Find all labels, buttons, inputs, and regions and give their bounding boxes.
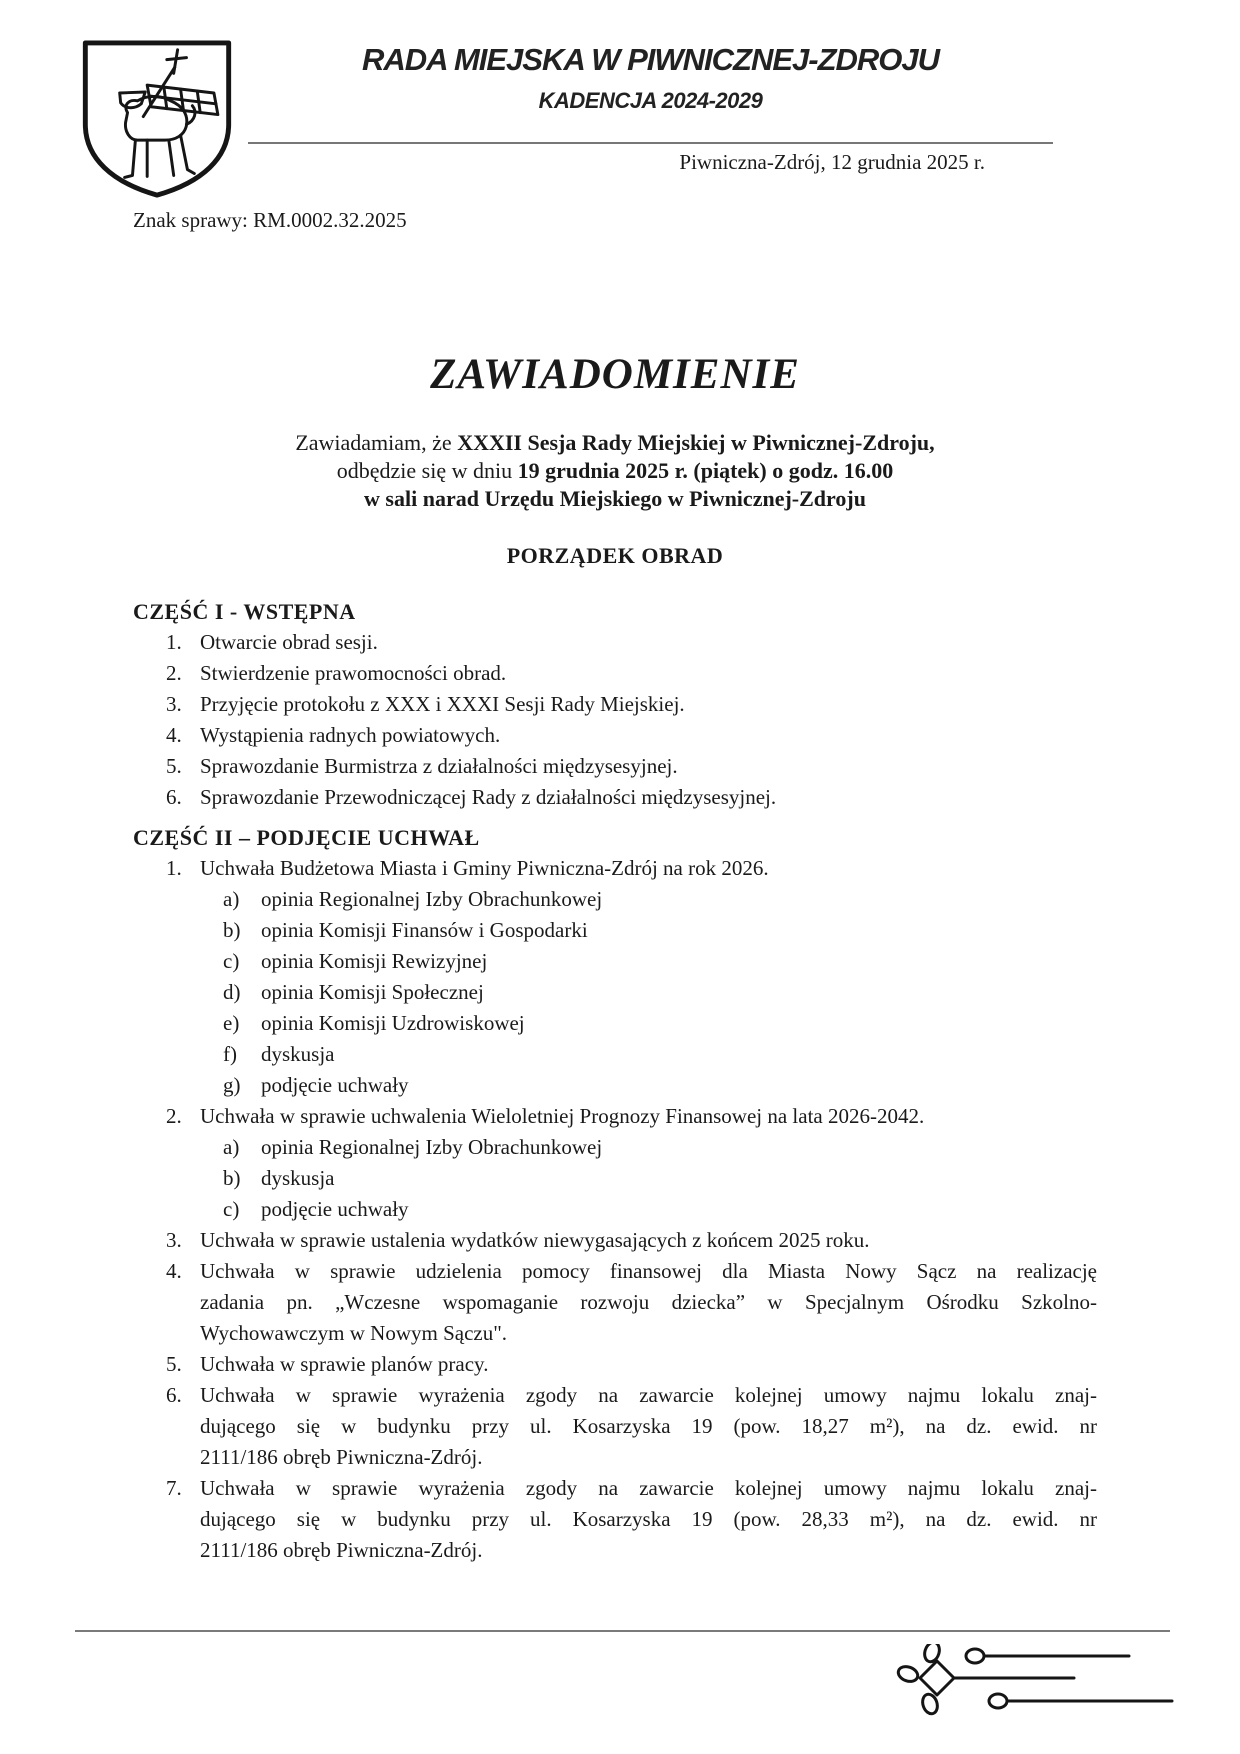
intro-text-bold: w sali narad Urzędu Miejskiego w Piwnicznej-Zdroju bbox=[364, 486, 866, 511]
item-number: 1. bbox=[166, 630, 182, 654]
item-text-line: Uchwała w sprawie udzielenia pomocy finansowej dla Miasta Nowy Sącz na realizację bbox=[200, 1259, 1097, 1283]
subitem-text: opinia Regionalnej Izby Obrachunkowej bbox=[261, 1135, 603, 1159]
item-number: 3. bbox=[166, 1228, 182, 1252]
list-subitem bbox=[133, 884, 1097, 915]
list-item bbox=[133, 1473, 1097, 1566]
footer-divider bbox=[75, 1630, 1170, 1632]
list-subitem bbox=[133, 1008, 1097, 1039]
list-item bbox=[133, 658, 1097, 689]
pen-flourish-ornament-icon bbox=[802, 1644, 1174, 1716]
list-subitem bbox=[133, 1039, 1097, 1070]
list-item bbox=[133, 627, 1097, 658]
list-item bbox=[133, 1349, 1097, 1380]
item-number: 3. bbox=[166, 692, 182, 716]
list-item bbox=[133, 853, 1097, 884]
subitem-text: opinia Komisji Uzdrowiskowej bbox=[261, 1011, 525, 1035]
item-number: 2. bbox=[166, 661, 182, 685]
item-text: Stwierdzenie prawomocności obrad. bbox=[200, 661, 507, 685]
item-text-multiline bbox=[200, 1256, 1097, 1349]
item-number: 1. bbox=[166, 856, 182, 880]
subitem-letter: d) bbox=[223, 980, 241, 1004]
item-text-line: 2111/186 obręb Piwniczna-Zdrój. bbox=[200, 1445, 483, 1469]
list-item bbox=[133, 1225, 1097, 1256]
item-text-line: dującego się w budynku przy ul. Kosarzyska 19 (pow. 18,27 m²), na dz. ewid. nr bbox=[200, 1414, 1097, 1438]
item-number: 5. bbox=[166, 1352, 182, 1376]
subitem-letter: e) bbox=[223, 1011, 240, 1035]
subitem-text: opinia Komisji Finansów i Gospodarki bbox=[261, 918, 588, 942]
item-text: Otwarcie obrad sesji. bbox=[200, 630, 378, 654]
item-text: Wystąpienia radnych powiatowych. bbox=[200, 723, 501, 747]
item-text-line: Uchwała w sprawie wyrażenia zgody na zawarcie kolejnej umowy najmu lokalu znaj- bbox=[200, 1383, 1097, 1407]
list-item bbox=[133, 1256, 1097, 1349]
intro-text: Zawiadamiam, że bbox=[295, 430, 458, 455]
item-text-line: 2111/186 obręb Piwniczna-Zdrój. bbox=[200, 1538, 483, 1562]
item-text: Uchwała w sprawie planów pracy. bbox=[200, 1352, 489, 1376]
document-title: ZAWIADOMIENIE bbox=[430, 351, 800, 398]
subitem-letter: c) bbox=[223, 1197, 240, 1221]
subitem-letter: b) bbox=[223, 1166, 241, 1190]
header-term: KADENCJA 2024-2029 bbox=[538, 88, 763, 113]
list-item bbox=[133, 689, 1097, 720]
part1-list bbox=[133, 627, 1097, 813]
list-subitem bbox=[133, 1194, 1097, 1225]
list-item bbox=[133, 1101, 1097, 1132]
item-text-line: dującego się w budynku przy ul. Kosarzyska 19 (pow. 28,33 m²), na dz. ewid. nr bbox=[200, 1507, 1097, 1531]
list-subitem bbox=[133, 915, 1097, 946]
intro-text-bold: 19 grudnia 2025 r. (piątek) o godz. 16.00 bbox=[517, 458, 894, 483]
item-text: Uchwała Budżetowa Miasta i Gminy Piwniczna-Zdrój na rok 2026. bbox=[200, 856, 769, 880]
intro-line-3 bbox=[133, 485, 1097, 513]
item-number: 6. bbox=[166, 1383, 182, 1407]
subitem-text: opinia Komisji Społecznej bbox=[261, 980, 484, 1004]
list-subitem bbox=[133, 1070, 1097, 1101]
subitem-text: podjęcie uchwały bbox=[261, 1197, 409, 1221]
subitem-letter: b) bbox=[223, 918, 241, 942]
intro-text-bold: XXXII Sesja Rady Miejskiej w Piwnicznej-Zdroju, bbox=[457, 430, 935, 455]
subitem-letter: a) bbox=[223, 887, 240, 911]
item-text-multiline bbox=[200, 1380, 1097, 1473]
item-text: Sprawozdanie Przewodniczącej Rady z działalności międzysesyjnej. bbox=[200, 785, 777, 809]
item-text: Sprawozdanie Burmistrza z działalności międzysesyjnej. bbox=[200, 754, 678, 778]
item-text: Przyjęcie protokołu z XXX i XXXI Sesji Rady Miejskiej. bbox=[200, 692, 685, 716]
subitem-letter: f) bbox=[223, 1042, 237, 1066]
header-org-name: RADA MIEJSKA W PIWNICZNEJ-ZDROJU bbox=[361, 42, 940, 77]
item-number: 2. bbox=[166, 1104, 182, 1128]
subitem-text: dyskusja bbox=[261, 1166, 335, 1190]
subitem-text: opinia Regionalnej Izby Obrachunkowej bbox=[261, 887, 603, 911]
item-number: 6. bbox=[166, 785, 182, 809]
item-text-line: Wychowawczym w Nowym Sączu". bbox=[200, 1321, 508, 1345]
subitem-letter: a) bbox=[223, 1135, 240, 1159]
date-line: Piwniczna-Zdrój, 12 grudnia 2025 r. bbox=[679, 150, 985, 174]
document-body bbox=[133, 0, 1097, 1566]
subitem-letter: g) bbox=[223, 1073, 241, 1097]
intro-paragraph bbox=[133, 429, 1097, 513]
item-text: Uchwała w sprawie ustalenia wydatków niewygasających z końcem 2025 roku. bbox=[200, 1228, 870, 1252]
intro-line-1 bbox=[133, 429, 1097, 457]
intro-text: odbędzie się w dniu bbox=[336, 458, 518, 483]
item-number: 5. bbox=[166, 754, 182, 778]
part2-list bbox=[133, 853, 1097, 1566]
intro-line-2 bbox=[133, 457, 1097, 485]
item-number: 4. bbox=[166, 723, 182, 747]
subitem-letter: c) bbox=[223, 949, 240, 973]
part1-heading: CZĘŚĆ I - WSTĘPNA bbox=[133, 599, 356, 624]
list-item bbox=[133, 720, 1097, 751]
case-number: Znak sprawy: RM.0002.32.2025 bbox=[133, 208, 407, 232]
item-text-line: Uchwała w sprawie wyrażenia zgody na zawarcie kolejnej umowy najmu lokalu znaj- bbox=[200, 1476, 1097, 1500]
agenda-heading: PORZĄDEK OBRAD bbox=[506, 543, 724, 568]
item-text: Uchwała w sprawie uchwalenia Wieloletniej Prognozy Finansowej na lata 2026-2042. bbox=[200, 1104, 925, 1128]
list-subitem bbox=[133, 1163, 1097, 1194]
list-item bbox=[133, 1380, 1097, 1473]
list-item bbox=[133, 751, 1097, 782]
list-subitem bbox=[133, 977, 1097, 1008]
subitem-text: opinia Komisji Rewizyjnej bbox=[261, 949, 488, 973]
part2-heading: CZĘŚĆ II – PODJĘCIE UCHWAŁ bbox=[133, 825, 480, 850]
list-item bbox=[133, 782, 1097, 813]
list-subitem bbox=[133, 1132, 1097, 1163]
subitem-text: podjęcie uchwały bbox=[261, 1073, 409, 1097]
item-number: 7. bbox=[166, 1476, 182, 1500]
item-text-multiline bbox=[200, 1473, 1097, 1566]
item-number: 4. bbox=[166, 1259, 182, 1283]
list-subitem bbox=[133, 946, 1097, 977]
item-text-line: zadania pn. „Wczesne wspomaganie rozwoju dziecka” w Specjalnym Ośrodku Szkolno- bbox=[200, 1290, 1097, 1314]
subitem-text: dyskusja bbox=[261, 1042, 335, 1066]
